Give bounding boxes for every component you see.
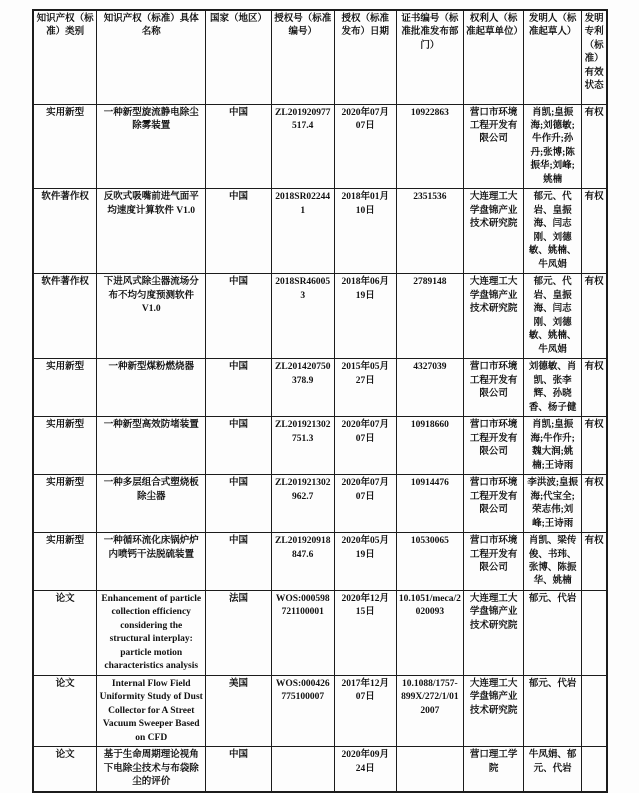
table-cell [396,747,463,792]
table-cell: 2017年12月07日 [334,675,396,746]
table-cell: 有权 [582,274,607,359]
table-cell: 实用新型 [33,533,97,591]
table-cell: 2020年05月19日 [334,533,396,591]
table-cell: 营口市环境工程开发有限公司 [463,533,523,591]
header-cell: 国家（地区） [206,10,271,104]
table-cell: 2020年12月15日 [334,590,396,675]
table-cell: 中国 [206,359,271,417]
table-cell: 10914476 [396,475,463,533]
table-header [33,10,607,104]
table-cell: 中国 [206,274,271,359]
table-cell: 2789148 [396,274,463,359]
table-cell: 营口市环境工程开发有限公司 [463,417,523,475]
table-cell: ZL201920977517.4 [271,104,334,189]
table-cell: 法国 [206,590,271,675]
table-cell: 牛凤娟、郁元、代岩 [524,747,582,792]
table-cell: 美国 [206,675,271,746]
table-cell: 2020年07月07日 [334,104,396,189]
header-cell: 权利人（标准起草单位） [463,10,523,104]
table-cell: WOS:000426775100007 [271,675,334,746]
table-cell: 10.1088/1757-899X/272/1/012007 [396,675,463,746]
table-cell: WOS:000598721100001 [271,590,334,675]
table-cell: 李洪波;皇振海;代宝全;荣志伟;刘峰;王诗雨 [524,475,582,533]
table-cell: 软件著作权 [33,189,97,274]
table-body [33,104,607,792]
table-cell: 有权 [582,533,607,591]
table-cell: 有权 [582,104,607,189]
table-row [33,417,607,475]
table-cell: 中国 [206,533,271,591]
table-cell: 中国 [206,475,271,533]
table-cell: 刘德敏、肖凯、张李辉、孙晓香、杨子健 [524,359,582,417]
table-row [33,590,607,675]
table-cell: 4327039 [396,359,463,417]
table-cell: 2018SR022441 [271,189,334,274]
table-row [33,533,607,591]
table-cell: 2020年09月24日 [334,747,396,792]
table-cell: ZL201921302962.7 [271,475,334,533]
table-row [33,104,607,189]
table-cell: 郁元、代岩、皇振海、闫志刚、刘德敏、姚楠、牛凤娟 [524,274,582,359]
document-page [32,9,608,793]
table-cell: 基于生命周期理论视角下电除尘技术与布袋除尘的评价 [97,747,206,792]
table-cell: 有权 [582,475,607,533]
table-cell: 肖凯;皇振海;刘德敏;牛作升;孙丹;张博;陈振华;刘峰;姚楠 [524,104,582,189]
table-cell: 一种多层组合式塑烧板除尘器 [97,475,206,533]
table-cell: 论文 [33,747,97,792]
table-cell: 一种循环流化床锅炉炉内喷钙干法脱硫装置 [97,533,206,591]
table-cell: 10918660 [396,417,463,475]
header-cell: 授权（标准发布）日期 [334,10,396,104]
ip-table [32,9,608,793]
table-cell: 10.1051/meca/2020093 [396,590,463,675]
table-cell: 反吹式吸嘴前进气面平均速度计算软件 V1.0 [97,189,206,274]
header-cell: 知识产权（标准）类别 [33,10,97,104]
table-cell: 有权 [582,359,607,417]
header-row [33,10,607,104]
table-cell: 软件著作权 [33,274,97,359]
table-cell: 郁元、代岩 [524,590,582,675]
table-cell: 2015年05月27日 [334,359,396,417]
table-cell: 2018年01月10日 [334,189,396,274]
table-cell: 中国 [206,747,271,792]
table-cell: 论文 [33,675,97,746]
table-cell: 2020年07月07日 [334,417,396,475]
table-cell: Enhancement of particle collection efficiency considering the structural interplay: particle motion characteristics analysis [97,590,206,675]
table-cell: 中国 [206,104,271,189]
table-cell: 10922863 [396,104,463,189]
table-cell: 大连理工大学盘锦产业技术研究院 [463,189,523,274]
table-cell: 大连理工大学盘锦产业技术研究院 [463,590,523,675]
table-cell: 中国 [206,189,271,274]
header-cell: 发明人（标准起草人） [524,10,582,104]
table-cell: 营口市环境工程开发有限公司 [463,475,523,533]
table-cell: 肖凯、梁传俊、书玮、张博、陈振华、姚楠 [524,533,582,591]
table-cell: 实用新型 [33,104,97,189]
table-row [33,359,607,417]
table-row [33,675,607,746]
table-cell: 有权 [582,417,607,475]
table-row [33,274,607,359]
header-cell: 授权号（标准编号） [271,10,334,104]
table-cell: 郁元、代岩 [524,675,582,746]
table-cell: ZL201420750378.9 [271,359,334,417]
table-row [33,747,607,792]
table-row [33,475,607,533]
table-cell [582,747,607,792]
table-cell: 2351536 [396,189,463,274]
header-cell: 知识产权（标准）具体名称 [97,10,206,104]
table-cell [271,747,334,792]
table-cell: 2020年07月07日 [334,475,396,533]
table-cell: ZL201920918847.6 [271,533,334,591]
table-cell: 肖凯;皇振海;牛作升;魏大润;姚楠;王诗雨 [524,417,582,475]
header-cell: 证书编号（标准批准发布部门） [396,10,463,104]
table-cell: 2018年06月19日 [334,274,396,359]
table-cell: 营口市环境工程开发有限公司 [463,359,523,417]
table-cell: 营口理工学院 [463,747,523,792]
table-cell: 一种新型煤粉燃烧器 [97,359,206,417]
table-cell: 营口市环境工程开发有限公司 [463,104,523,189]
table-cell: 10530065 [396,533,463,591]
table-cell: 下进风式除尘器流场分布不均匀度预测软件 V1.0 [97,274,206,359]
table-cell: 大连理工大学盘锦产业技术研究院 [463,274,523,359]
table-cell: ZL201921302751.3 [271,417,334,475]
table-cell: 实用新型 [33,359,97,417]
table-cell [582,675,607,746]
table-cell: 实用新型 [33,417,97,475]
table-cell: 郁元、代岩、皇振海、闫志刚、刘德敏、姚楠、牛凤娟 [524,189,582,274]
header-cell: 发明专利（标准）有效状态 [582,10,607,104]
table-cell: 大连理工大学盘锦产业技术研究院 [463,675,523,746]
table-cell: Internal Flow Field Uniformity Study of Dust Collector for A Street Vacuum Sweeper Based on CFD [97,675,206,746]
table-cell: 中国 [206,417,271,475]
table-cell: 实用新型 [33,475,97,533]
table-cell: 有权 [582,189,607,274]
table-row [33,189,607,274]
table-cell: 一种新型旋流静电除尘除雾装置 [97,104,206,189]
table-cell [582,590,607,675]
table-cell: 一种新型高效防堵装置 [97,417,206,475]
table-cell: 论文 [33,590,97,675]
table-cell: 2018SR460053 [271,274,334,359]
